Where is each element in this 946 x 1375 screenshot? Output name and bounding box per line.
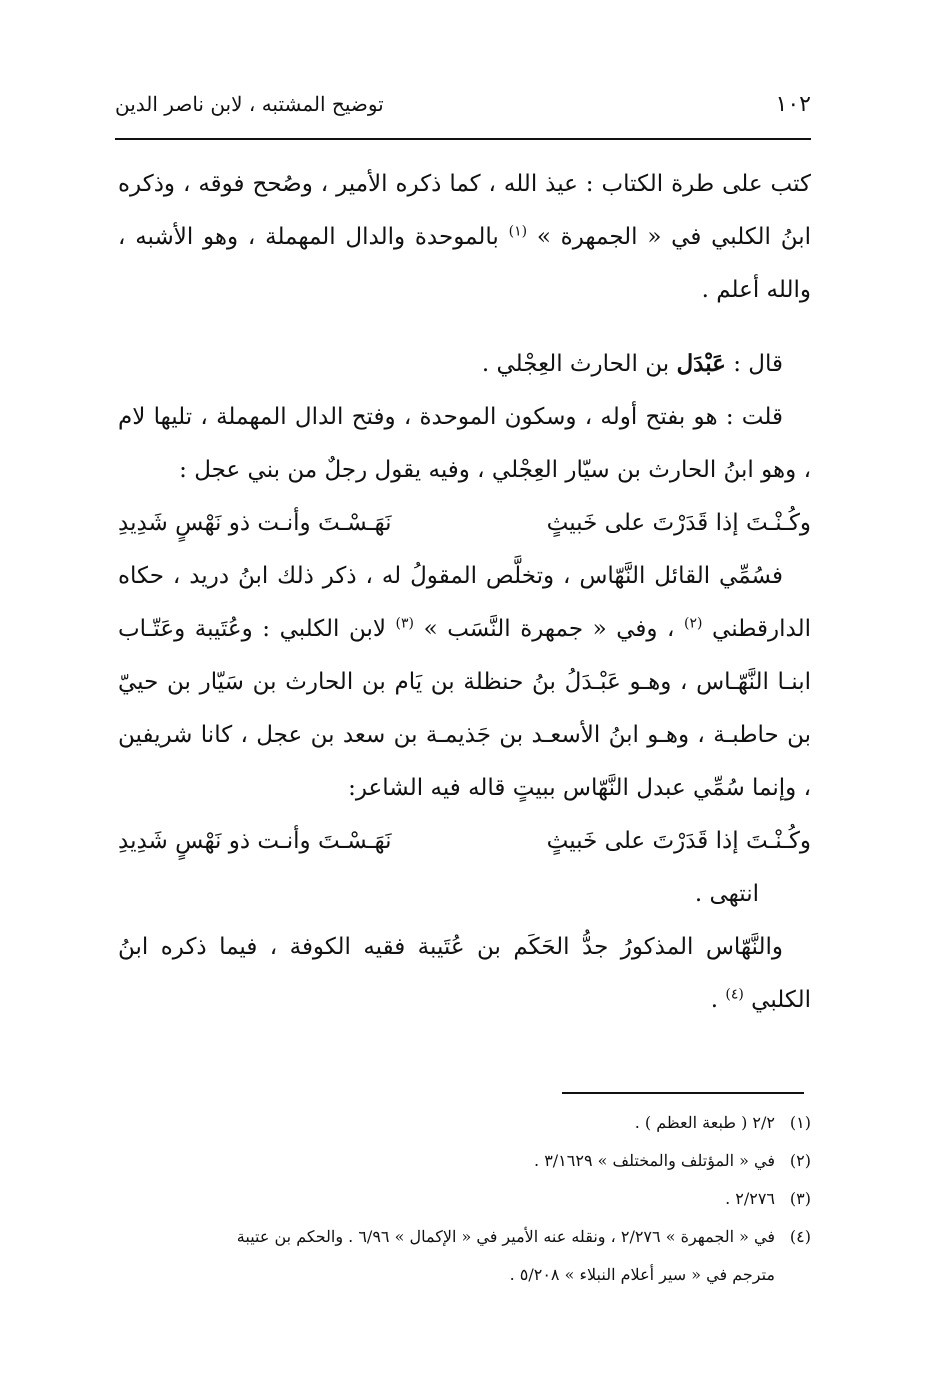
text-line: سَيّار بن حييّ بن حاطبـة ، وهـو ابنُ الأسعـد بن جَذيمـة بن سعد بن xyxy=(118,669,811,748)
text-line: تليها لام ، وهو ابنُ الحارث بن سيّار العِجْلي ، وفيه يقول رجلٌ من بني xyxy=(118,404,811,483)
entry-name-rest: بن الحارث العِجْلي . xyxy=(481,351,677,377)
verse-hemistich-right: وكُـنْـتَ إذا قَدَرْتَ على خَبيثٍ xyxy=(546,828,811,854)
footnote-rule xyxy=(562,1092,804,1094)
footnote-ref-2[interactable]: (٢) xyxy=(684,615,703,632)
entry-heading xyxy=(118,337,811,391)
footnote-text: في « الجمهرة » ٢/٢٧٦ ، ونقله عنه الأمير في « الإكمال » ٦/٩٦ . والحكم بن عتيبة xyxy=(236,1227,775,1246)
footnote-ref-1[interactable]: (١) xyxy=(508,223,528,240)
spacer xyxy=(118,317,811,337)
page-header xyxy=(115,92,811,132)
intaha-line: انتهى . xyxy=(694,881,759,907)
verse-2 xyxy=(118,815,811,868)
entry-name: عَبْدَل xyxy=(676,350,726,377)
running-title: توضيح المشتبه ، لابن ناصر الدين xyxy=(115,92,384,116)
footnote-1 xyxy=(118,1104,811,1142)
verse-hemistich-right: وكُـنْـتَ إذا قَدَرْتَ على خَبيثٍ xyxy=(546,510,811,536)
main-text xyxy=(118,158,811,1027)
text-line: فسُمِّي القائل النَّهّاس ، وتخلَّص المقولُ له ، ذكر ذلك ابنُ دريد ، xyxy=(172,563,784,589)
verse-hemistich-left: نَهَـسْـتَ وأنـت ذو نَهْسٍ شَدِيدِ xyxy=(118,828,392,854)
footnote-ref-4[interactable]: (٤) xyxy=(725,986,744,1003)
text-line: الأشبه ، والله أعلم . xyxy=(118,224,811,303)
text-line: كتب على طرة الكتاب : عيذ الله ، كما ذكره الأمير ، وصُحح فوقه ، xyxy=(182,171,811,197)
footnote-text: ٢/٢ ( طبعة العظم ) . xyxy=(634,1113,775,1132)
text-line: وعَتّـاب ابنـا النَّهّـاس ، وهـو عَبْـدَلُ بنُ حنظلة بن يَام بن الحارث بن xyxy=(118,616,812,695)
text-line: بالموحدة والدال المهملة ، وهو xyxy=(203,224,509,250)
verse-hemistich-left: نَهَـسْـتَ وأنـت ذو نَهْسٍ شَدِيدِ xyxy=(118,510,392,536)
footnote-text: ٢/٢٧٦ . xyxy=(725,1189,775,1208)
page-number: ١٠٢ xyxy=(775,92,811,117)
text-line: . xyxy=(710,987,726,1013)
header-rule xyxy=(115,138,811,140)
footnote-text: في « المؤتلف والمختلف » ٣/١٦٢٩ . xyxy=(534,1151,775,1170)
footnote-2 xyxy=(118,1142,811,1180)
paragraph-4 xyxy=(118,921,811,1027)
footnote-3 xyxy=(118,1180,811,1218)
footnote-mark: (١) xyxy=(789,1113,811,1132)
text-line: والنَّهّاس المذكورُ جدُّ الحَكَم بن عُتَيبة فقيه الكوفة ، فيما ذكره ابنُ xyxy=(118,934,783,960)
qala-label: قال : xyxy=(725,351,783,377)
footnote-mark: (٢) xyxy=(789,1151,811,1170)
text-line: ، وفي « جمهرة النَّسَب » xyxy=(414,616,685,642)
footnote-4-continuation: مترجم في « سير أعلام النبلاء » ٥/٢٠٨ . xyxy=(509,1265,775,1284)
text-line: قلت : هو بفتح أوله ، وسكون الموحدة ، وفتح الدال المهملة ، xyxy=(200,404,784,430)
text-line: وذكره ابنُ الكلبي في « الجمهرة » xyxy=(118,171,812,250)
footnote-mark: (٣) xyxy=(789,1189,811,1208)
footnote-mark: (٤) xyxy=(789,1227,811,1246)
paragraph-1 xyxy=(118,158,811,317)
paragraph-2 xyxy=(118,391,811,497)
text-line: حكاه الدارقطني xyxy=(118,563,811,642)
text-line: لابن الكلبي : وعُتَيبة xyxy=(194,616,396,642)
footnotes xyxy=(118,1104,811,1294)
text-line: الكلبي xyxy=(743,987,811,1013)
text-line: عجل : xyxy=(179,457,241,483)
paragraph-3 xyxy=(118,550,811,815)
verse-1 xyxy=(118,497,811,550)
footnote-4 xyxy=(118,1218,811,1256)
footnote-ref-3[interactable]: (٣) xyxy=(395,615,415,632)
text-line: عجل ، كانا شريفين ، وإنما سُمِّي عبدل النَّهّاس ببيتٍ قاله فيه الشاعر: xyxy=(118,722,811,801)
